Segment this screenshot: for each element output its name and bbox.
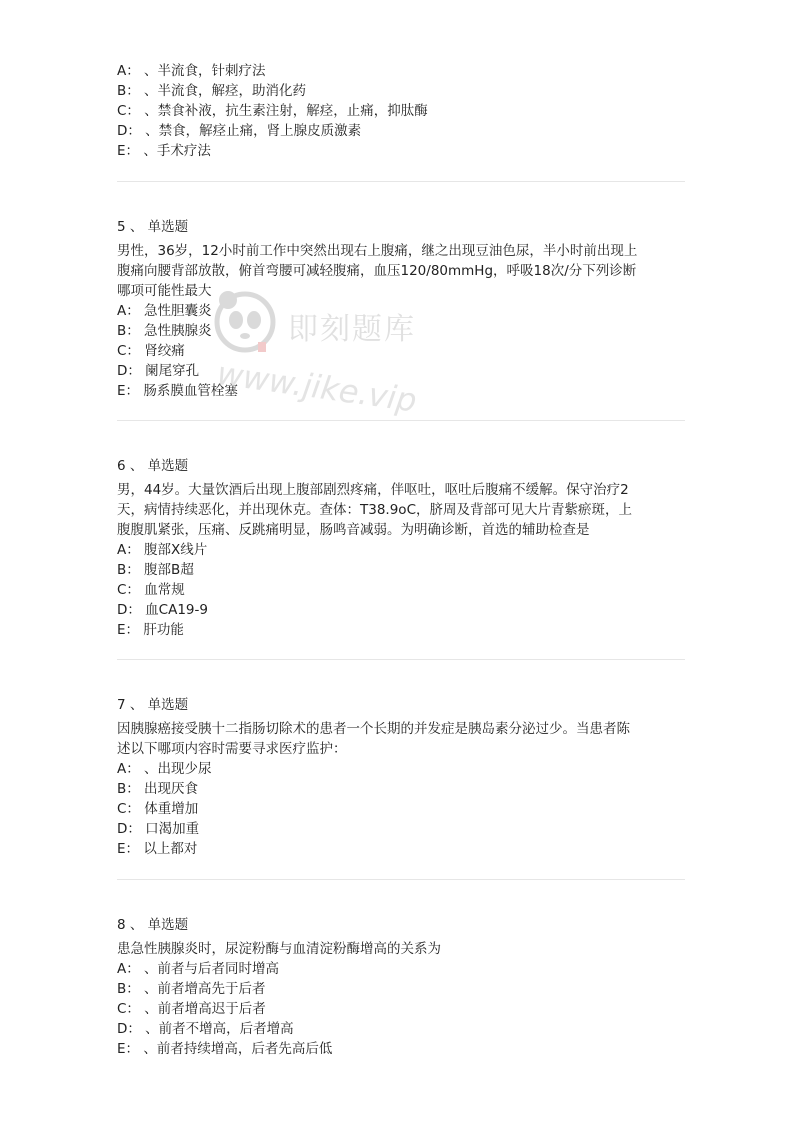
question-8 (117, 915, 687, 1059)
option-c: C： 肾绞痛 (117, 343, 185, 359)
option-c: C： 血常规 (117, 582, 185, 598)
option-c: C： 、禁食补液，抗生素注射，解痉，止痛，抑肽酶 (117, 103, 428, 119)
question-6 (117, 456, 687, 640)
option-b: B： 腹部B超 (117, 562, 194, 578)
question-stem-line: 腹痛向腰背部放散，俯首弯腰可减轻腹痛，血压120/80mmHg，呼吸18次/分下列诊断 (117, 263, 637, 279)
question-4-options (117, 61, 687, 161)
question-header: 6 、 单选题 (117, 458, 189, 474)
question-header: 8 、 单选题 (117, 917, 189, 933)
option-a: A： 、前者与后者同时增高 (117, 961, 280, 977)
watermark-brand: 即刻题库 (288, 312, 416, 347)
option-c: C： 、前者增高迟于后者 (117, 1001, 266, 1017)
option-b: B： 出现厌食 (117, 781, 199, 797)
option-a: A： 急性胆囊炎 (117, 303, 212, 319)
option-e: E： 、手术疗法 (117, 143, 211, 159)
question-stem-line: 天，病情持续恶化，并出现休克。查体：T38.9oC，脐周及背部可见大片青紫瘀斑，上 (117, 502, 632, 518)
question-stem-line: 患急性胰腺炎时，尿淀粉酶与血清淀粉酶增高的关系为 (117, 941, 441, 957)
option-b: B： 急性胰腺炎 (117, 323, 212, 339)
divider (117, 879, 685, 880)
option-e: E： 、前者持续增高，后者先高后低 (117, 1041, 333, 1057)
option-c: C： 体重增加 (117, 801, 199, 817)
question-stem-line: 述以下哪项内容时需要寻求医疗监护： (117, 741, 347, 757)
option-a: A： 、出现少尿 (117, 761, 212, 777)
option-d: D： 、禁食，解痉止痛，肾上腺皮质激素 (117, 123, 362, 139)
divider (117, 181, 685, 182)
question-stem-line: 腹腹肌紧张，压痛、反跳痛明显，肠鸣音减弱。为明确诊断，首选的辅助检查是 (117, 522, 590, 538)
question-7 (117, 695, 687, 859)
question-stem-line: 男性，36岁，12小时前工作中突然出现右上腹痛，继之出现豆油色尿，半小时前出现上 (117, 243, 638, 259)
option-e: E： 肠系膜血管栓塞 (117, 383, 238, 399)
option-d: D： 阑尾穿孔 (117, 363, 200, 379)
option-e: E： 以上都对 (117, 841, 198, 857)
question-stem-line: 因胰腺癌接受胰十二指肠切除术的患者一个长期的并发症是胰岛素分泌过少。当患者陈 (117, 721, 630, 737)
option-d: D： 口渴加重 (117, 821, 200, 837)
option-e: E： 肝功能 (117, 622, 184, 638)
divider (117, 420, 685, 421)
option-d: D： 血CA19-9 (117, 602, 208, 618)
question-5 (117, 217, 687, 401)
option-b: B： 、前者增高先于后者 (117, 981, 266, 997)
question-header: 5 、 单选题 (117, 219, 189, 235)
question-stem-line: 男，44岁。大量饮酒后出现上腹部剧烈疼痛，伴呕吐，呕吐后腹痛不缓解。保守治疗2 (117, 482, 629, 498)
option-d: D： 、前者不增高，后者增高 (117, 1021, 294, 1037)
watermark-url: www.jike.vip (214, 354, 419, 420)
question-stem-line: 哪项可能性最大 (117, 283, 212, 299)
divider (117, 659, 685, 660)
option-b: B： 、半流食，解痉，助消化药 (117, 83, 307, 99)
option-a: A： 腹部X线片 (117, 542, 208, 558)
option-a: A： 、半流食，针刺疗法 (117, 63, 266, 79)
question-header: 7 、 单选题 (117, 697, 189, 713)
